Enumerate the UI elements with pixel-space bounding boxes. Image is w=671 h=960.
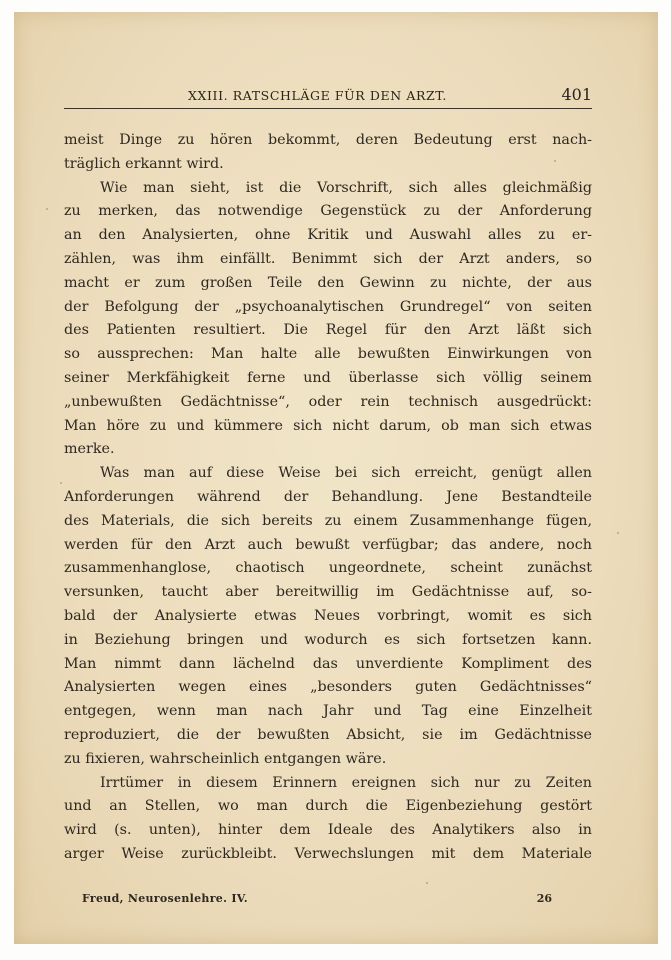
text-line: der Befolgung der „psychoanalytischen Grundregel“ von seiten [64, 298, 592, 315]
book-page [14, 12, 658, 944]
text-line: Irrtümer in diesem Erinnern ereignen sich nur zu Zeiten [100, 774, 592, 791]
text-line: meist Dinge zu hören bekommt, deren Bedeutung erst nach- [64, 132, 592, 148]
text-line: werden für den Arzt auch bewußt verfügbar; das andere, noch [64, 536, 592, 553]
paper-speck [617, 532, 619, 534]
text-line: arger Weise zurückbleibt. Verwechslungen mit dem Materiale [64, 845, 592, 862]
text-line: zu merken, das notwendige Gegenstück zu der Anforderung [64, 203, 592, 220]
text-line: zählen, was ihm einfällt. Benimmt sich der Arzt anders, so [64, 250, 592, 267]
page-number: 401 [561, 85, 592, 104]
page-footer [82, 892, 552, 905]
text-line: in Beziehung bringen und wodurch es sich fortsetzen kann. [64, 631, 592, 648]
text-line: versunken, taucht aber bereitwillig im Gedächtnisse auf, so- [64, 584, 592, 601]
paper-speck [60, 482, 62, 484]
text-line: macht er zum großen Teile den Gewinn zu nichte, der aus [64, 274, 592, 291]
paper-speck [426, 882, 428, 884]
text-line: zusammenhanglose, chaotisch ungeordnete, scheint zunächst [64, 560, 592, 577]
page-header [64, 78, 592, 109]
text-line: Anforderungen während der Behandlung. Jene Bestandteile [64, 488, 592, 505]
text-line: träglich erkannt wird. [64, 155, 224, 172]
text-line: und an Stellen, wo man durch die Eigenbeziehung gestört [64, 798, 592, 815]
text-line: Analysierten wegen eines „besonders guten Gedächtnisses“ [64, 679, 592, 696]
text-line: Was man auf diese Weise bei sich erreicht, genügt allen [100, 465, 592, 482]
running-head: XXIII. RATSCHLÄGE FÜR DEN ARZT. [188, 88, 447, 103]
text-line: wird (s. unten), hinter dem Ideale des Analytikers also in [64, 822, 592, 839]
text-line: entgegen, wenn man nach Jahr und Tag eine Einzelheit [64, 703, 592, 720]
text-line: merke. [64, 441, 115, 458]
text-line: Wie man sieht, ist die Vorschrift, sich alles gleichmäßig [100, 179, 592, 196]
footer-author-line: Freud, Neurosenlehre. IV. [82, 892, 248, 905]
text-line: Man nimmt dann lächelnd das unverdiente Kompliment des [64, 655, 592, 672]
text-line: reproduziert, die der bewußten Absicht, sie im Gedächtnisse [64, 726, 592, 743]
text-line: so aussprechen: Man halte alle bewußten Einwirkungen von [64, 346, 592, 363]
paper-speck [46, 208, 48, 210]
text-line: an den Analysierten, ohne Kritik und Auswahl alles zu er- [64, 227, 592, 244]
text-line: des Materials, die sich bereits zu einem Zusammenhange fügen, [64, 512, 592, 529]
body-text [64, 129, 592, 867]
footer-signature-mark: 26 [536, 892, 552, 905]
paper-speck [554, 160, 556, 162]
text-line: seiner Merkfähigkeit ferne und überlasse sich völlig seinem [64, 369, 592, 386]
text-line: zu fixieren, wahrscheinlich entgangen wäre. [64, 750, 387, 767]
text-line: bald der Analysierte etwas Neues vorbringt, womit es sich [64, 607, 592, 624]
text-line: des Patienten resultiert. Die Regel für den Arzt läßt sich [64, 322, 592, 339]
text-line: „unbewußten Gedächtnisse“, oder rein technisch ausgedrückt: [64, 393, 592, 410]
text-line: Man höre zu und kümmere sich nicht darum, ob man sich etwas [64, 417, 592, 434]
